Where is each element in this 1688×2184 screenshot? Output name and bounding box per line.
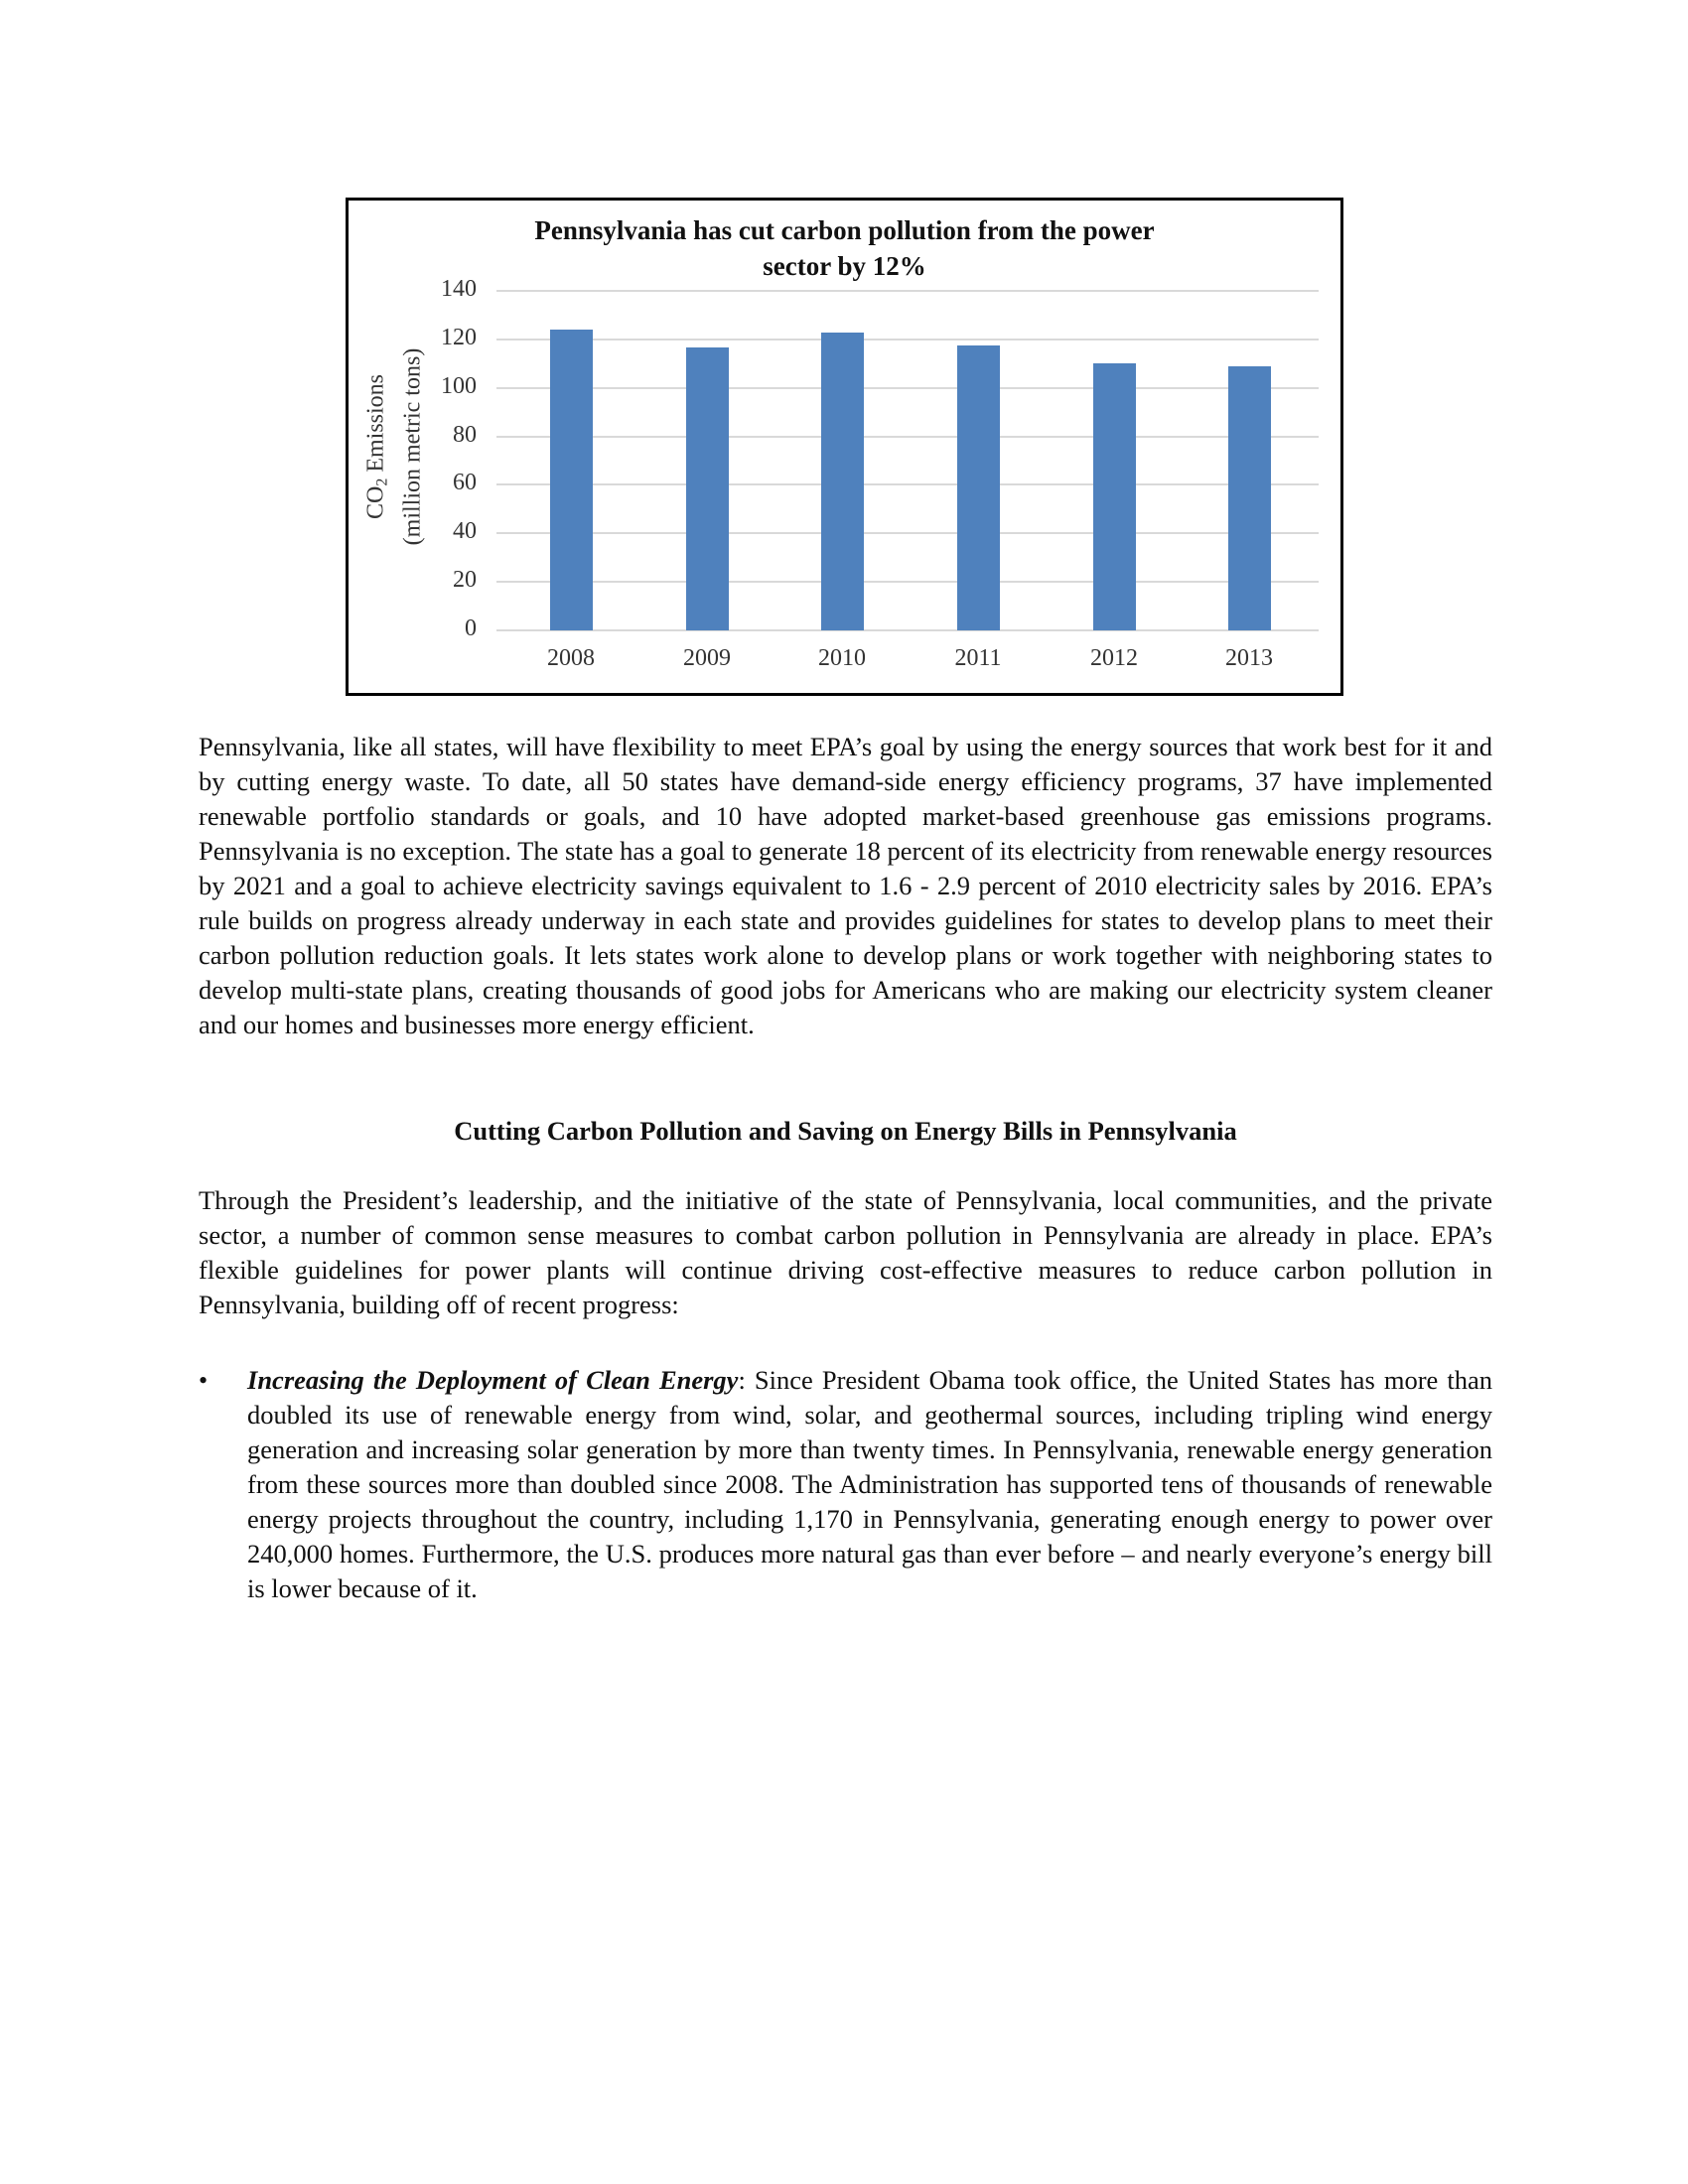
gridline — [496, 387, 1319, 389]
gridline — [496, 532, 1319, 534]
y-axis-label-line2: (million metric tons) — [399, 347, 426, 546]
x-tick-label: 2008 — [547, 645, 595, 671]
x-tick-label: 2009 — [683, 645, 731, 671]
y-label-emissions: Emissions — [362, 373, 389, 478]
y-tick-label: 20 — [453, 567, 477, 594]
y-tick-label: 100 — [441, 372, 477, 399]
section-heading: Cutting Carbon Pollution and Saving on Energy Bills in Pennsylvania — [454, 1116, 1237, 1146]
gridline — [496, 290, 1319, 292]
chart-title-line1: Pennsylvania has cut carbon pollution from the power — [534, 215, 1155, 245]
x-tick-label: 2010 — [818, 645, 866, 671]
bar-2011 — [957, 345, 1000, 630]
y-tick-label: 80 — [453, 421, 477, 448]
bar-2013 — [1228, 366, 1271, 630]
bullet-body-text: : Since President Obama took office, the United States has more than doubled its use of renewable energy from wind, solar, and geothermal sources, including tripling wind energy generation and increasing solar generation by more than twenty times. In Pennsylvania, renewable energy generation from these sources more than doubled since 2008. The Administration has supported tens of thousands of renewable energy projects throughout the country, including 1,170 in Pennsylvania, generating enough energy to power over 240,000 homes. Furthermore, the U.S. produces more natural gas than ever before – and nearly everyone’s energy bill is lower because of it. — [247, 1365, 1492, 1603]
y-tick-label: 140 — [441, 276, 477, 302]
bar-2010 — [821, 333, 864, 630]
y-tick-label: 0 — [465, 615, 477, 641]
y-tick-label: 120 — [441, 324, 477, 350]
chart-title — [349, 212, 1340, 284]
x-tick-label: 2013 — [1225, 645, 1273, 671]
bar-2008 — [550, 330, 593, 630]
gridline — [496, 629, 1319, 631]
y-label-co: CO — [362, 485, 389, 520]
bullet-marker: • — [199, 1366, 209, 1395]
gridline — [496, 581, 1319, 583]
paragraph-flexibility: Pennsylvania, like all states, will have flexibility to meet EPA’s goal by using the energy sources that work best for it and by cutting energy waste. To date, all 50 states have demand-side energy efficiency programs, 37 have implemented renewable portfolio standards or goals, and 10 have adopted market-based greenhouse gas emissions programs. Pennsylvania is no exception. The state has a goal to generate 18 percent of its electricity from renewable energy resources by 2021 and a goal to achieve electricity savings equivalent to 1.6 - 2.9 percent of 2010 electricity sales by 2016. EPA’s rule builds on progress already underway in each state and provides guidelines for states to develop plans to meet their carbon pollution reduction goals. It lets states work alone to develop plans or work together with neighboring states to develop multi-state plans, creating thousands of good jobs for Americans who are making our electricity system cleaner and our homes and businesses more energy efficient. — [199, 732, 1492, 1039]
x-tick-label: 2011 — [954, 645, 1002, 671]
bar-2009 — [686, 347, 729, 630]
bullet-lead-text: Increasing the Deployment of Clean Energy — [247, 1365, 739, 1395]
chart-title-line2: sector by 12% — [763, 251, 926, 281]
paragraph-leadership: Through the President’s leadership, and the initiative of the state of Pennsylvania, local communities, and the private sector, a number of common sense measures to combat carbon pollution in Pennsylvania are already in place. EPA’s flexible guidelines for power plants will continue driving cost-effective measures to reduce carbon pollution in Pennsylvania, building off of recent progress: — [199, 1185, 1492, 1319]
bullet-clean-energy — [247, 1363, 1492, 1606]
gridline — [496, 436, 1319, 438]
y-axis-label-line1 — [361, 348, 398, 546]
gridline — [496, 483, 1319, 485]
y-tick-label: 40 — [453, 518, 477, 545]
gridline — [496, 339, 1319, 341]
x-tick-label: 2012 — [1090, 645, 1138, 671]
y-tick-label: 60 — [453, 470, 477, 496]
y-label-subscript: 2 — [373, 478, 391, 486]
bar-2012 — [1093, 363, 1136, 630]
